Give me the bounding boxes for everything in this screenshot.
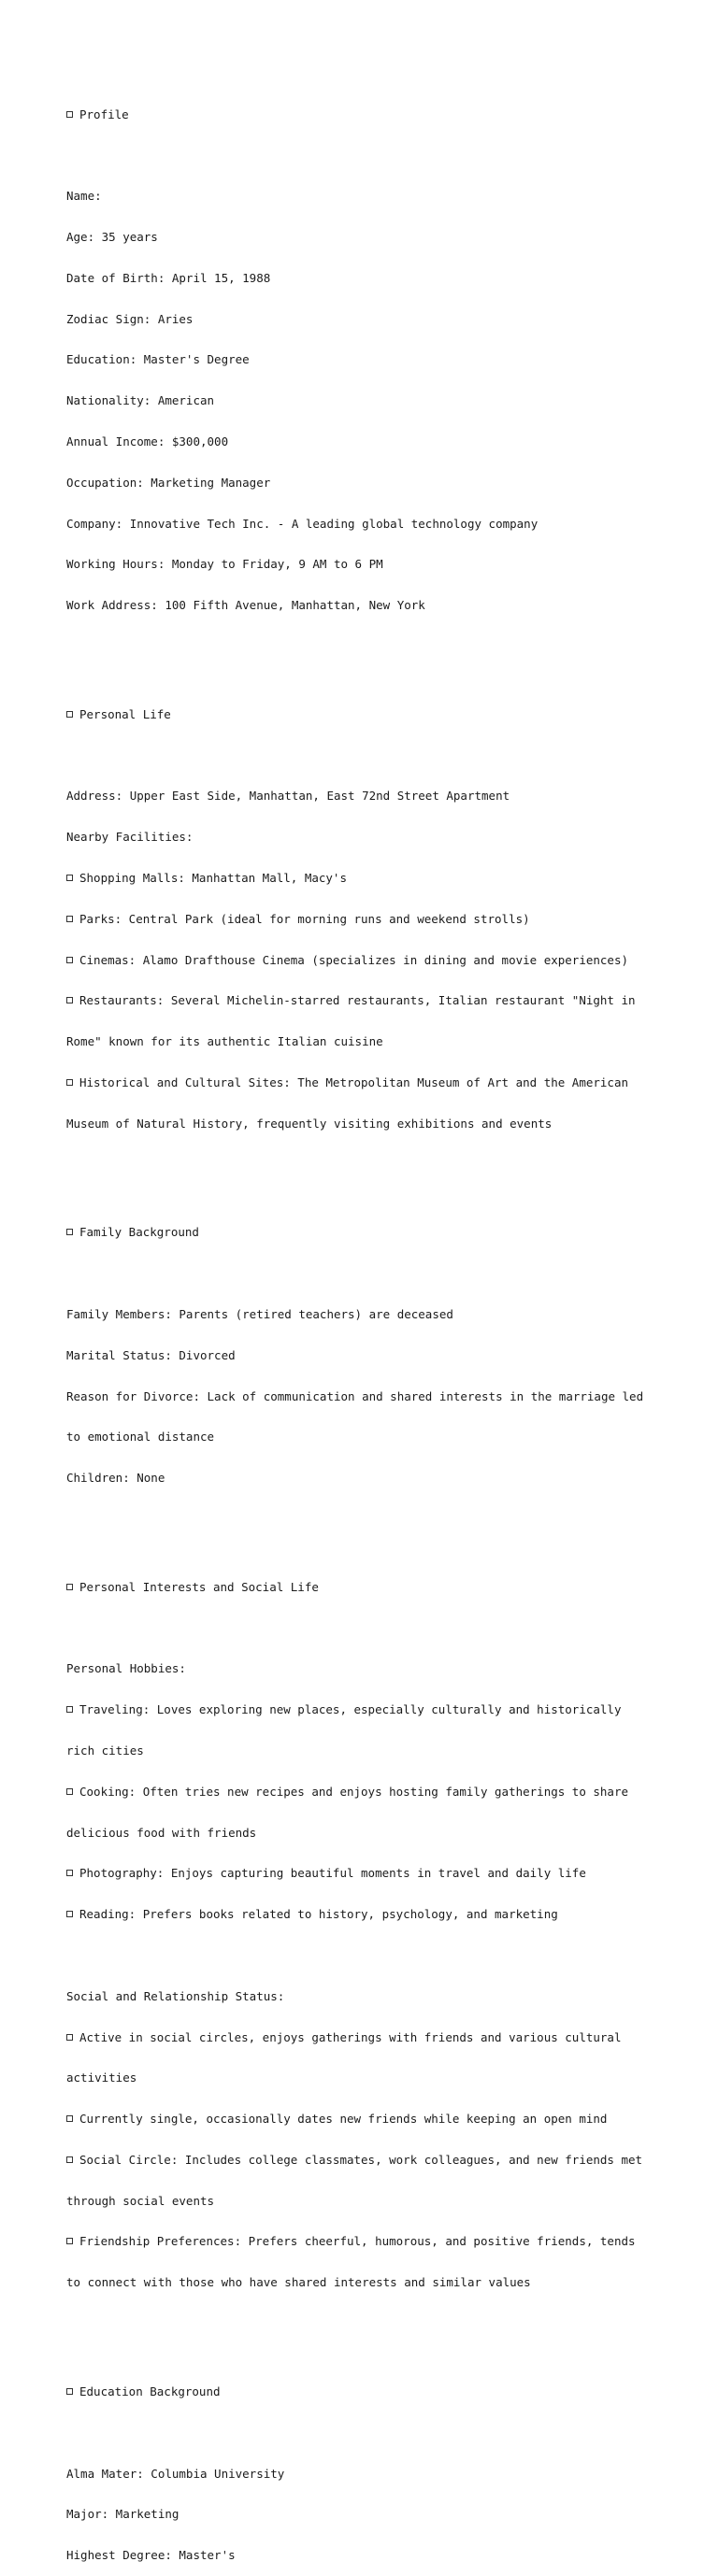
bullet-icon [66, 1079, 73, 1086]
hobby-item: Traveling: Loves exploring new places, especially culturally and historically [66, 1703, 665, 1717]
spacer [66, 2317, 665, 2331]
profile-line: Education: Master's Degree [66, 352, 250, 367]
social-item-continued: through social events [66, 2193, 215, 2208]
profile-line: Work Address: 100 Fifth Avenue, Manhattan, New York [66, 598, 425, 613]
bullet-icon [66, 111, 73, 118]
profile-line: Occupation: Marketing Manager [66, 475, 271, 490]
hobby-item-continued: rich cities [66, 1743, 144, 1758]
spacer [66, 2427, 665, 2441]
facility-item: Shopping Malls: Manhattan Mall, Macy's [66, 872, 665, 886]
social-item: Currently single, occasionally dates new friends while keeping an open mind [66, 2113, 665, 2127]
social-item: Friendship Preferences: Prefers cheerful, humorous, and positive friends, tends [66, 2235, 665, 2249]
family-line: to emotional distance [66, 1430, 215, 1445]
social-item: Active in social circles, enjoys gatherings with friends and various cultural [66, 2031, 665, 2045]
profile-line: Date of Birth: April 15, 1988 [66, 270, 271, 285]
facility-item: Parks: Central Park (ideal for morning runs and weekend strolls) [66, 913, 665, 927]
spacer [66, 749, 665, 763]
facility-item-continued: Museum of Natural History, frequently visiting exhibitions and events [66, 1116, 553, 1131]
family-line: Children: None [66, 1471, 165, 1486]
facility-item-continued: Rome" known for its authentic Italian cuisine [66, 1034, 383, 1049]
hobby-item: Cooking: Often tries new recipes and enjoys hosting family gatherings to share [66, 1786, 665, 1800]
document-body [66, 67, 665, 2576]
profile-line: Annual Income: $300,000 [66, 434, 229, 449]
profile-line: Nationality: American [66, 393, 215, 408]
bullet-icon [66, 1229, 73, 1235]
section-heading-family: Family Background [66, 1226, 665, 1240]
hobby-item: Photography: Enjoys capturing beautiful moments in travel and daily life [66, 1867, 665, 1881]
bullet-icon [66, 875, 73, 881]
spacer [66, 640, 665, 654]
facility-item: Historical and Cultural Sites: The Metropolitan Museum of Art and the American [66, 1076, 665, 1090]
profile-line: Age: 35 years [66, 230, 158, 245]
spacer [66, 1949, 665, 1963]
spacer [66, 1159, 665, 1173]
section-heading-interests: Personal Interests and Social Life [66, 1581, 665, 1595]
hobby-item: Reading: Prefers books related to history, psychology, and marketing [66, 1908, 665, 1922]
section-heading-education: Education Background [66, 2385, 665, 2399]
social-item-continued: activities [66, 2071, 137, 2085]
family-line: Family Members: Parents (retired teachers) are deceased [66, 1307, 453, 1322]
bullet-icon [66, 2238, 73, 2244]
address-line: Address: Upper East Side, Manhattan, East 72nd Street Apartment [66, 789, 510, 804]
education-line: Major: Marketing [66, 2507, 180, 2522]
education-line: Highest Degree: Master's [66, 2548, 236, 2563]
bullet-icon [66, 1788, 73, 1795]
bullet-icon [66, 997, 73, 1003]
bullet-icon [66, 1870, 73, 1876]
spacer [66, 1513, 665, 1527]
bullet-icon [66, 2115, 73, 2122]
bullet-icon [66, 1584, 73, 1590]
facility-item: Cinemas: Alamo Drafthouse Cinema (specializes in dining and movie experiences) [66, 954, 665, 968]
bullet-icon [66, 2388, 73, 2395]
spacer [66, 149, 665, 164]
family-line: Marital Status: Divorced [66, 1347, 236, 1362]
social-item: Social Circle: Includes college classmates, work colleagues, and new friends met [66, 2154, 665, 2168]
family-line: Reason for Divorce: Lack of communication and shared interests in the marriage led [66, 1388, 644, 1403]
spacer [66, 1267, 665, 1281]
bullet-icon [66, 2156, 73, 2163]
hobby-item-continued: delicious food with friends [66, 1825, 257, 1840]
facilities-label: Nearby Facilities: [66, 830, 194, 845]
profile-line: Company: Innovative Tech Inc. - A leading global technology company [66, 516, 538, 531]
bullet-icon [66, 711, 73, 718]
bullet-icon [66, 1911, 73, 1917]
hobbies-label: Personal Hobbies: [66, 1661, 186, 1676]
profile-line: Zodiac Sign: Aries [66, 311, 194, 326]
social-label: Social and Relationship Status: [66, 1988, 285, 2003]
facility-item: Restaurants: Several Michelin-starred restaurants, Italian restaurant "Night in [66, 994, 665, 1008]
spacer [66, 1622, 665, 1636]
profile-line: Working Hours: Monday to Friday, 9 AM to 6 PM [66, 557, 383, 572]
social-item-continued: to connect with those who have shared interests and similar values [66, 2275, 531, 2290]
bullet-icon [66, 957, 73, 963]
profile-line: Name: [66, 189, 102, 204]
section-heading-personal-life: Personal Life [66, 708, 665, 722]
education-line: Alma Mater: Columbia University [66, 2466, 285, 2481]
bullet-icon [66, 916, 73, 922]
section-heading-profile: Profile [66, 108, 665, 122]
bullet-icon [66, 2034, 73, 2041]
bullet-icon [66, 1706, 73, 1713]
